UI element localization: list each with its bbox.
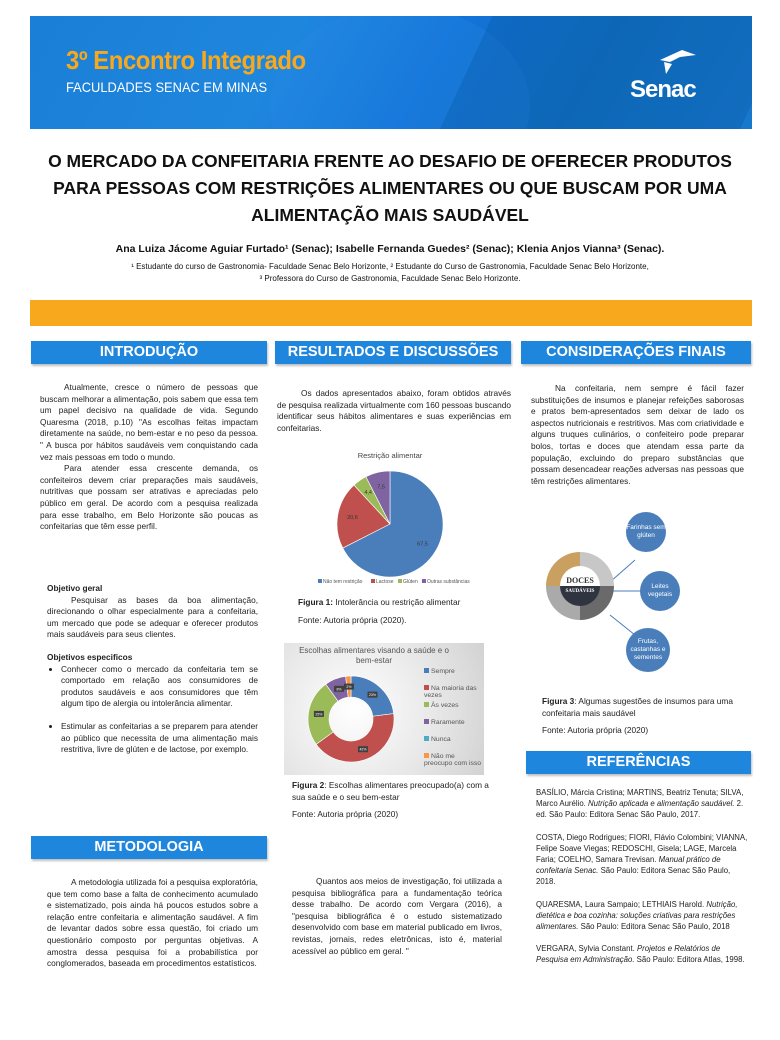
figure2-caption-text: : Escolhas alimentares preocupado(a) com a sua saúde e o seu bem-estar: [292, 780, 489, 802]
legend-swatch: [424, 736, 429, 741]
senac-logo-text: Senac: [630, 76, 696, 103]
affiliation-line: ¹ Estudante do curso de Gastronomia- Faculdade Senac Belo Horizonte, ² Estudante do Curso de Gastronomia, Faculdade Senac Belo Horizonte,: [131, 262, 649, 271]
objetivo-geral-text: Pesquisar as bases da boa alimentação, direcionando o olhar especialmente para a confeitaria, um mercado que pode se adequar e oferecer produtos mais saudáveis para seus clientes.: [47, 594, 258, 640]
reference-authors: COSTA, Diego Rodrigues; FIORI, Flávio Colombini; VIANNA, Felipe Soave Viegas; REDOSCHI, Gisela; LAGE, Marcela Faria; COELHO, Samara Trevisan.: [536, 832, 748, 865]
legend-swatch: [424, 668, 429, 673]
authors: Ana Luiza Jácome Aguiar Furtado¹ (Senac); Isabelle Fernanda Guedes² (Senac); Klenia Anjos Vianna³ (Senac).: [115, 243, 665, 255]
objetivo-item: • Estimular as confeitarias a se preparem para atender ao público que necessita de uma alimentação mais restritiva, livre de glúten e de lactose, por exemplo.: [61, 721, 258, 756]
consideracoes-text: [531, 383, 744, 487]
figure3-label: Figura 3: [542, 696, 575, 706]
diagram-item-farinhas: Farinhas sem glúten: [626, 512, 666, 552]
figure1-caption-text: Intolerância ou restrição alimentar: [333, 597, 461, 607]
section-heading-introducao: INTRODUÇÃO: [31, 341, 267, 364]
reference-publisher: São Paulo: Editora Senac São Paulo, 2018.: [536, 866, 731, 887]
legend-label: Às vezes: [431, 702, 459, 709]
legend-swatch: [424, 685, 429, 690]
objetivo-item: • Conhecer como o mercado da confeitaria tem se comportado em relação aos consumidores de produtos saudáveis e aos consumidores que têm algum tipo de alergia ou intolerância alimentar.: [61, 664, 258, 710]
affiliations: [30, 261, 750, 285]
data-label: 67,5: [417, 541, 428, 548]
objetivos-especificos-heading: Objetivos especificos: [47, 651, 133, 662]
data-label: 4,4: [364, 490, 372, 497]
diagram-center-line1: DOCES: [566, 576, 594, 585]
legend-item: [424, 685, 482, 699]
consideracoes-paragraph: Na confeitaria, nem sempre é fácil fazer substituições de insumos e planejar refeições saborosas e pratos bem-apresentados sem deixar de lado os aspectos nutricionais e restritivos. Mas com criatividade e alguns truques culinários, o confeiteiro pode preparar bolos, tortas e doces que atendam essa parte da população, excluindo do preparo substâncias que possam desencadear reações adversas nas pessoas que têm restrições alimentares.: [531, 383, 744, 486]
escolhas-donut-chart: [306, 674, 396, 764]
objectives: [47, 583, 258, 767]
legend-label: Raramente: [431, 719, 465, 726]
data-label: 42%: [359, 747, 367, 752]
resultados-text-2: [292, 876, 502, 957]
legend-label: Outras substâncias: [427, 579, 470, 585]
figure3-caption: [542, 696, 752, 719]
affiliation-line: ³ Professora do Curso de Gastronomia, Faculdade Senac Belo Horizonte.: [259, 274, 521, 283]
legend-item: [424, 668, 482, 675]
legend-item: [424, 736, 482, 743]
legend-label: Não tem restrição: [323, 579, 363, 585]
event-subtitle: FACULDADES SENAC EM MINAS: [66, 79, 268, 95]
event-banner: [30, 16, 752, 129]
figure1-source: Fonte: Autoria própria (2020).: [298, 615, 407, 625]
figure2-caption: [292, 780, 502, 803]
objetivo-geral-heading: Objetivo geral: [47, 583, 103, 593]
diagram-item-frutas: Frutas, castanhas e sementes: [626, 628, 670, 672]
chart2-title: Escolhas alimentares visando a saúde e o bem-estar: [299, 646, 449, 665]
poster-title: O MERCADO DA CONFEITARIA FRENTE AO DESAFIO DE OFERECER PRODUTOS PARA PESSOAS COM RESTRIÇÕES ALIMENTARES OU QUE BUSCAM POR UMA ALIMENTAÇÃO MAIS SAUDÁVEL: [48, 151, 732, 225]
legend-label: Lactose: [376, 579, 394, 585]
figure1-caption: [298, 597, 518, 609]
reference-publisher: 2. ed. São Paulo: Editora Senac São Paulo, 2017.: [536, 799, 744, 820]
legend-item: [422, 579, 470, 585]
legend-swatch: [424, 719, 429, 724]
data-label: 8%: [336, 687, 342, 692]
senac-logo: [630, 46, 720, 106]
legend-item: [318, 579, 362, 585]
legend-item: [424, 719, 482, 726]
metodologia-text: [47, 877, 258, 970]
legend-swatch: [398, 579, 402, 583]
diagram-item-leites: Leites vegetais: [640, 571, 680, 611]
figure3-source: Fonte: Autoria própria (2020): [542, 725, 649, 735]
references-list: [536, 787, 751, 977]
figure2-source: Fonte: Autoria própria (2020): [292, 809, 399, 819]
reference-title: Nutrição, dietética e boa cozinha: soluções criativas para restrições alimentares.: [536, 899, 738, 932]
legend-swatch: [424, 702, 429, 707]
section-heading-metodologia: METODOLOGIA: [31, 836, 267, 859]
reference-item: [536, 832, 751, 888]
reference-item: [536, 899, 751, 933]
reference-publisher: São Paulo: Editora Senac São Paulo, 2018: [578, 922, 730, 932]
section-heading-referencias: REFERÊNCIAS: [526, 751, 751, 774]
data-label: 7,5: [377, 484, 385, 491]
data-label: 25%: [315, 712, 323, 717]
legend-item: [371, 579, 394, 585]
legend-swatch: [318, 579, 322, 583]
reference-title: Projetos e Relatórios de Pesquisa em Administração.: [536, 944, 721, 965]
legend-label: Nunca: [431, 736, 451, 743]
legend-swatch: [371, 579, 375, 583]
resultados-paragraph: Os dados apresentados abaixo, foram obtidos através de pesquisa realizada virtualmente com 160 pessoas buscando identificar seus hábitos alimentares e suas experiências em confeitarias.: [277, 388, 511, 433]
restricao-pie-chart: [330, 468, 450, 580]
legend-item: [424, 753, 482, 767]
diagram-center-line2: SAUDÁVEIS: [565, 589, 595, 594]
legend-item: [398, 579, 418, 585]
reference-title: Manual prático de confeitaria Senac.: [536, 855, 721, 876]
data-label: 20,6: [347, 514, 358, 521]
resultados-intro: [277, 388, 511, 434]
section-heading-consideracoes: CONSIDERAÇÕES FINAIS: [521, 341, 751, 364]
escolhas-donut-chart-box: [284, 643, 484, 775]
metodologia-paragraph: A metodologia utilizada foi a pesquisa exploratória, que tem como base a falta de conhecimento acumulado e sistematizado, pois ainda há poucos estudos sobre a relação entre confeitaria e alimentação saudável. A fim de levantar dados sobre essa questão, foi criado um questionário composto por perguntas objetivas. A amostra dessa pesquisa foi a probabilística por conglomerados, baseada em procedimentos estatísticos.: [47, 877, 258, 969]
data-label: 23%: [368, 693, 377, 698]
legend-label: Sempre: [431, 668, 455, 675]
figure2-label: Figura 2: [292, 780, 325, 790]
legend-label: Não me preocupo com isso: [424, 753, 482, 767]
orange-divider-bar: [30, 300, 752, 326]
event-title: 3º Encontro Integrado: [66, 45, 306, 75]
figure1-label: Figura 1:: [298, 597, 334, 607]
chart1-title: Restrição alimentar: [357, 451, 423, 460]
resultados-paragraph: Quantos aos meios de investigação, foi utilizada a pesquisa bibliográfica para a fundamentação teórica desse trabalho. De acordo com Vergara (2016), a "pesquisa bibliográfica é o estudo sistematizado desenvolvido com base em material publicado em livros, revistas, jornais, redes eletrônicas, isto é, material acessível ao público em geral. ": [292, 876, 502, 956]
figure3-caption-text: : Algumas sugestões de insumos para uma confeitaria mais saudável: [542, 696, 733, 718]
reference-item: [536, 787, 751, 821]
reference-authors: QUARESMA, Laura Sampaio; LETHIAIS Harold.: [536, 899, 707, 909]
legend-swatch: [422, 579, 426, 583]
doces-saudaveis-image: [546, 552, 614, 620]
intro-paragraph: Para atender essa crescente demanda, os confeiteiros devem criar preparações mais saudáveis, nutritivas que possam ser atrativas e apreciadas pelo público em geral. De acordo com a pesquisa realizada para esse trabalho, em Belo Horizonte são poucas as confeitarias que têm esse perfil.: [40, 463, 258, 532]
section-heading-resultados: RESULTADOS E DISCUSSÕES: [275, 341, 511, 364]
reference-authors: VERGARA, Sylvia Constant.: [536, 944, 637, 954]
objetivos-list: [47, 664, 258, 756]
reference-publisher: São Paulo: Editora Atlas, 1998.: [634, 955, 745, 965]
legend-label: Glúten: [403, 579, 418, 585]
legend-label: Na maioria das vezes: [424, 685, 477, 699]
senac-bird-icon: [652, 46, 702, 76]
legend-swatch: [424, 753, 429, 758]
data-label: 2%: [346, 685, 352, 690]
intro-paragraph: Atualmente, cresce o número de pessoas que buscam melhorar a alimentação, pois sabem que essa tem um papel decisivo na qualidade de vida. Segundo Quaresma (2018, p.10) "As escolhas feitas impactam diretamente na saúde, no bem-estar e no peso da pessoa. " A busca por hábitos saudáveis vem conquistando cada vez mais pessoas em todo o mundo.: [40, 382, 258, 462]
reference-authors: BASÍLIO, Márcia Cristina; MARTINS, Beatriz Tenuta; SILVA, Marco Aurélio.: [536, 788, 744, 809]
intro-text: [40, 382, 258, 533]
legend-item: [424, 702, 482, 709]
reference-item: [536, 943, 751, 965]
reference-title: Nutrição aplicada e alimentação saudável.: [588, 799, 735, 809]
